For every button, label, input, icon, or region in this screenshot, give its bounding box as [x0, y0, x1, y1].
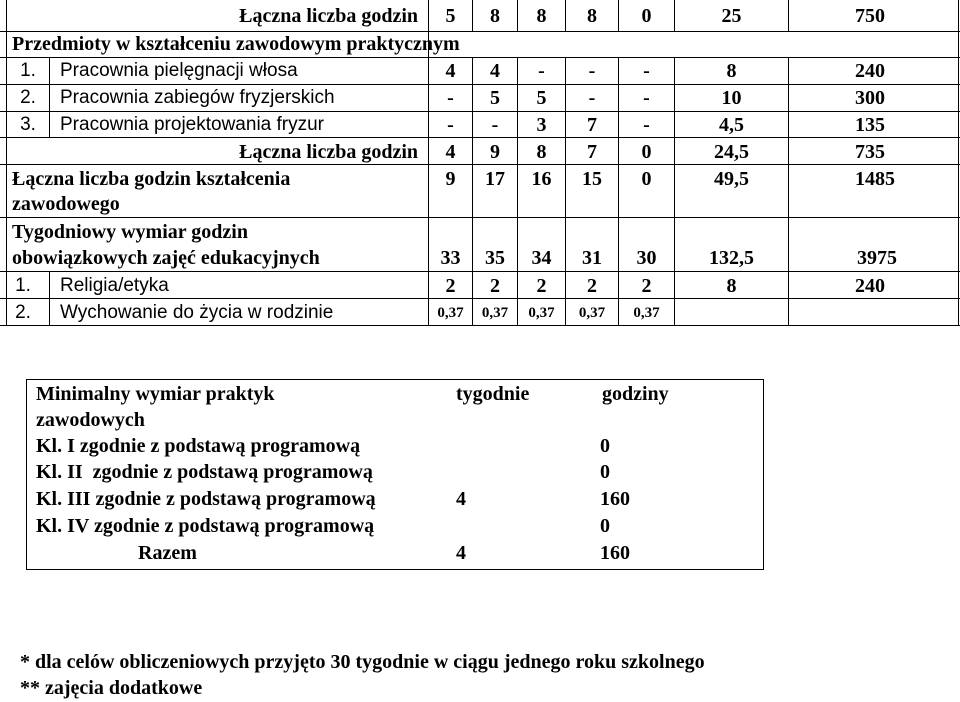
cell: 2	[641, 275, 652, 297]
cell: 2	[445, 275, 456, 297]
cell: 8	[536, 5, 547, 27]
cell: -	[538, 60, 545, 82]
cell: 10	[721, 87, 742, 109]
cell: -	[643, 114, 650, 136]
practice-row-label: Kl. III zgodnie z podstawą programową	[36, 488, 376, 510]
cell: 2	[490, 275, 500, 297]
practice-hours: 160	[600, 488, 630, 510]
cell: 2	[587, 275, 597, 297]
cell: 0	[641, 5, 652, 27]
cell: 735	[855, 141, 885, 163]
cell: 135	[855, 114, 885, 136]
cell: 5	[536, 87, 547, 109]
cell: 0,37	[528, 305, 555, 321]
section-header: Przedmioty w kształceniu zawodowym praktycznym	[12, 33, 460, 55]
practice-table	[0, 375, 960, 575]
practice-row-label: Kl. II zgodnie z podstawą programową	[36, 461, 373, 483]
row-label: Łączna liczba godzin kształcenia	[12, 168, 291, 190]
practice-row-label: Kl. IV zgodnie z podstawą programową	[36, 515, 375, 537]
cell: -	[447, 87, 454, 109]
row-label-continued: obowiązkowych zajęć edukacyjnych	[12, 247, 320, 269]
cell: 5	[490, 87, 500, 109]
row-label: Pracownia projektowania fryzur	[60, 114, 325, 135]
cell: 31	[582, 247, 602, 269]
practice-hours: 0	[600, 515, 610, 537]
cell: 0	[641, 141, 652, 163]
cell: 0,37	[481, 305, 509, 321]
row-label: Pracownia pielęgnacji włosa	[60, 60, 298, 81]
cell: -	[588, 87, 596, 109]
row-label: Łączna liczba godzin	[239, 5, 418, 27]
row-label: Pracownia zabiegów fryzjerskich	[60, 87, 335, 108]
cell: 5	[445, 5, 456, 27]
cell: -	[588, 60, 596, 82]
weeks-header: tygodnie	[456, 383, 530, 405]
cell: -	[643, 87, 650, 109]
practice-header-label-continued: zawodowych	[36, 409, 145, 431]
cell: 30	[636, 247, 657, 269]
cell: 0,37	[633, 305, 660, 321]
practice-header-label: Minimalny wymiar praktyk	[36, 383, 275, 405]
row-number: 1.	[20, 60, 36, 81]
cell: 8	[490, 5, 500, 27]
cell: 16	[531, 168, 552, 190]
cell: 132,5	[709, 247, 754, 269]
cell: 240	[855, 275, 885, 297]
cell: 0,37	[437, 305, 464, 321]
practice-total-weeks: 4	[456, 542, 466, 564]
cell: 15	[582, 168, 602, 190]
row-label: Tygodniowy wymiar godzin	[12, 221, 248, 243]
row-label-continued: zawodowego	[12, 193, 120, 215]
cell: 7	[587, 141, 597, 163]
cell: 8	[726, 275, 737, 297]
practice-total-hours: 160	[600, 542, 630, 564]
cell: 49,5	[714, 168, 749, 190]
cell: 4	[490, 60, 500, 82]
row-label: Religia/etyka	[60, 275, 169, 296]
cell: 3	[536, 114, 547, 136]
cell: 8	[587, 5, 597, 27]
footnote: ** zajęcia dodatkowe	[20, 677, 203, 699]
cell: 240	[855, 60, 885, 82]
cell: 1485	[855, 168, 895, 190]
cell: -	[491, 114, 499, 136]
cell: 0	[641, 168, 652, 190]
cell: 4,5	[719, 114, 744, 136]
cell: 3975	[857, 247, 897, 269]
cell: -	[643, 60, 650, 82]
row-number: 2.	[20, 87, 36, 108]
cell: 35	[485, 247, 505, 269]
cell: 9	[490, 141, 500, 163]
practice-total-label: Razem	[138, 542, 197, 564]
row-number: 3.	[20, 114, 36, 135]
cell: 4	[445, 141, 456, 163]
practice-hours: 0	[600, 435, 610, 457]
hours-table	[0, 0, 960, 330]
cell: 8	[726, 60, 737, 82]
row-label: Wychowanie do życia w rodzinie	[60, 302, 334, 323]
hours-header: godziny	[602, 383, 669, 405]
cell: 300	[855, 87, 885, 109]
cell: 25	[721, 5, 742, 27]
cell: 24,5	[714, 141, 749, 163]
row-number: 1.	[15, 275, 31, 296]
practice-weeks: 4	[456, 488, 466, 510]
row-label: Łączna liczba godzin	[239, 141, 418, 163]
cell: 33	[440, 247, 461, 269]
cell: 750	[855, 5, 885, 27]
practice-hours: 0	[600, 461, 610, 483]
cell: 8	[536, 141, 547, 163]
cell: 9	[445, 168, 456, 190]
cell: 2	[536, 275, 547, 297]
footnote: * dla celów obliczeniowych przyjęto 30 tygodnie w ciągu jednego roku szkolnego	[20, 651, 705, 673]
cell: 7	[587, 114, 597, 136]
practice-row-label: Kl. I zgodnie z podstawą programową	[36, 435, 361, 457]
cell: 0,37	[578, 305, 606, 321]
cell: 4	[445, 60, 456, 82]
cell: 17	[485, 168, 505, 190]
cell: 34	[531, 247, 552, 269]
row-number: 2.	[15, 302, 31, 323]
cell: -	[447, 114, 454, 136]
